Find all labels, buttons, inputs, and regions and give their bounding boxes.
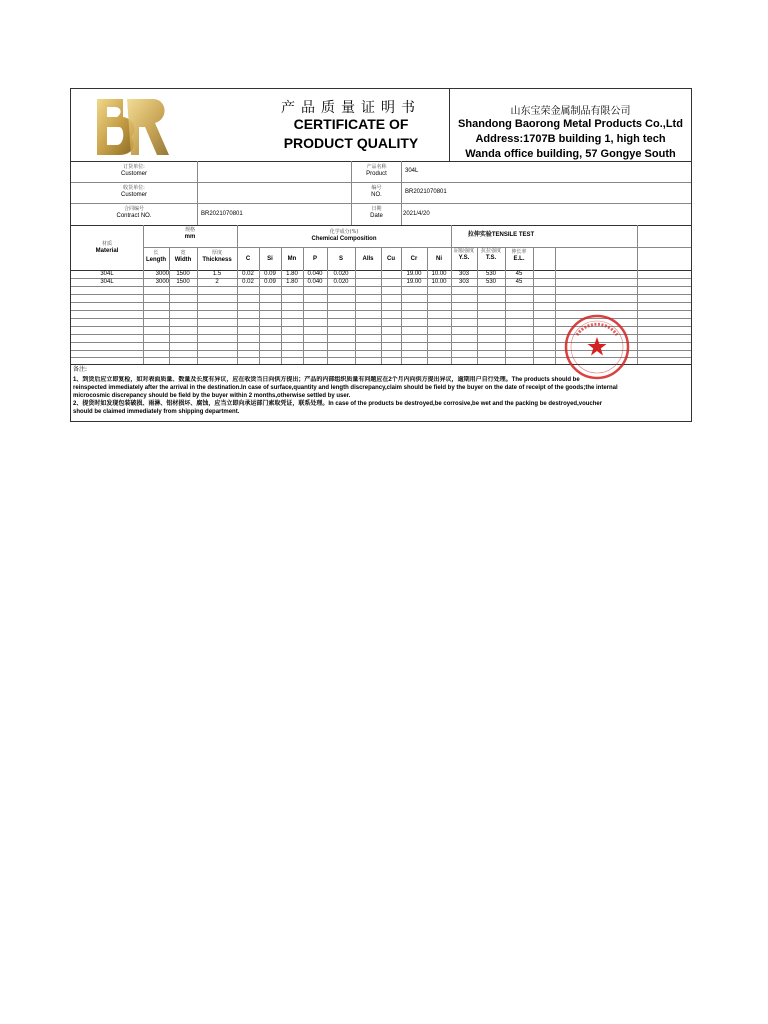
note-line-4: 2、提货时如发现包装破损、雨淋、铝材损坏、腐蚀，应当立即向承运部门索取凭证，联系处理。In case of the products be destroyed,be corrosive,be wet and the packing be destroyed,voucher bbox=[73, 401, 603, 407]
row-thickness: 2 bbox=[215, 279, 219, 285]
ts-header: T.S. bbox=[485, 255, 497, 261]
element-ni-header: Ni bbox=[436, 256, 442, 262]
row-width: 1500 bbox=[176, 279, 190, 285]
width-header-cn: 宽 bbox=[180, 250, 186, 256]
customer-label-cn: 订货单位: bbox=[123, 164, 145, 170]
row-cr: 19.00 bbox=[406, 279, 422, 285]
note-line-3: microcosmic discrepancy should be field by the buyer within 2 months,otherwise settled by user. bbox=[73, 393, 351, 399]
material-header-cn: 材质 bbox=[101, 241, 112, 247]
material-header: Material bbox=[95, 248, 119, 254]
row-p: 0.040 bbox=[307, 279, 323, 285]
ys-header: Y.S. bbox=[458, 255, 470, 261]
row-s: 0.020 bbox=[333, 279, 349, 285]
company-name-english: Shandong Baorong Metal Products Co.,Ltd bbox=[458, 118, 683, 130]
row-ys: 303 bbox=[458, 279, 469, 285]
chem-header-cn: 化学成分(%) bbox=[329, 229, 359, 235]
element-p-header: P bbox=[312, 256, 317, 262]
element-s-header: S bbox=[338, 256, 343, 262]
company-logo bbox=[93, 95, 173, 159]
consignee-label-cn: 收货单位: bbox=[123, 185, 145, 191]
note-line-5: should be claimed immediately from shipping department. bbox=[73, 409, 240, 415]
length-header: Length bbox=[146, 257, 166, 263]
title-english-line2: PRODUCT QUALITY bbox=[283, 135, 419, 151]
note-line-2: reinspected immediately after the arrival in the destination.In case of surface,quantity and length discrepancy,claim should be field by the buyer on the date of receipt of the goods;the internal bbox=[73, 385, 618, 391]
thickness-header-cn: 厚度 bbox=[211, 250, 222, 256]
row-si: 0.09 bbox=[264, 279, 276, 285]
row-thickness: 1.5 bbox=[212, 271, 222, 277]
row-ts: 530 bbox=[485, 279, 496, 285]
tensile-header: 拉伸实验TENSILE TEST bbox=[467, 232, 535, 238]
element-alls-header: Alls bbox=[362, 256, 374, 262]
date-value: 2021/4/20 bbox=[403, 211, 430, 217]
ys-header-cn: 屈服强度 bbox=[453, 248, 474, 254]
row-ni: 10.00 bbox=[431, 279, 447, 285]
row-cr: 19.00 bbox=[406, 271, 422, 277]
spec-header-cn: 规格 bbox=[184, 227, 195, 233]
product-value: 304L bbox=[405, 168, 419, 174]
customer-label: Customer bbox=[120, 171, 147, 177]
title-english-line1: CERTIFICATE OF bbox=[293, 116, 409, 132]
note-line-1: 1、到货后应立即复检，如对表面质量、数量及长度有异议，应在收货当日向供方提出；产品的内部组织质量有问题应在2个月内向供方提出异议，逾期用户自行处理。The products should be bbox=[73, 377, 580, 383]
date-label: Date bbox=[370, 213, 383, 219]
element-mn-header: Mn bbox=[287, 256, 297, 262]
row-width: 1500 bbox=[176, 271, 190, 277]
element-c-header: C bbox=[245, 256, 251, 262]
row-p: 0.040 bbox=[307, 271, 323, 277]
row-ni: 10.00 bbox=[431, 271, 447, 277]
element-cr-header: Cr bbox=[410, 256, 418, 262]
width-header: Width bbox=[174, 257, 192, 263]
title-chinese: 产品质量证明书 bbox=[281, 100, 421, 116]
row-si: 0.09 bbox=[264, 271, 276, 277]
thickness-header: Thickness bbox=[202, 257, 232, 263]
quality-certificate bbox=[70, 88, 692, 422]
row-length: 3000 bbox=[155, 279, 169, 285]
notes-label: 备注: bbox=[73, 366, 88, 373]
row-c: 0.02 bbox=[242, 271, 254, 277]
row-ts: 530 bbox=[485, 271, 496, 277]
row-mn: 1.80 bbox=[286, 279, 298, 285]
no-label-cn: 编号 bbox=[371, 185, 382, 191]
row-ys: 303 bbox=[458, 271, 469, 277]
contract-label-cn: 合同编号 bbox=[123, 206, 144, 212]
notes-block bbox=[73, 376, 689, 416]
el-header: E.L. bbox=[513, 256, 525, 262]
chem-header: Chemical Composition bbox=[311, 236, 377, 242]
no-label: NO. bbox=[371, 192, 382, 198]
element-si-header: Si bbox=[267, 256, 273, 262]
row-s: 0.020 bbox=[333, 271, 349, 277]
length-header-cn: 长 bbox=[153, 250, 159, 256]
company-address-line1: Address:1707B building 1, high tech bbox=[475, 133, 666, 145]
row-material: 304L bbox=[100, 279, 114, 285]
company-name-chinese: 山东宝荣金属制品有限公司 bbox=[510, 106, 631, 117]
company-address-line2: Wanda office building, 57 Gongye South bbox=[465, 148, 676, 160]
row-length: 3000 bbox=[155, 271, 169, 277]
product-label: Product bbox=[366, 171, 387, 177]
row-el: 45 bbox=[515, 279, 523, 285]
row-material: 304L bbox=[100, 271, 114, 277]
consignee-label: Customer bbox=[120, 192, 147, 198]
no-value: BR2021070801 bbox=[405, 189, 447, 195]
date-label-cn: 日期 bbox=[371, 206, 382, 212]
row-c: 0.02 bbox=[242, 279, 254, 285]
ts-header-cn: 抗拉强度 bbox=[480, 248, 501, 254]
company-block bbox=[450, 89, 691, 161]
product-label-cn: 产品名称 bbox=[366, 164, 387, 170]
company-seal bbox=[563, 313, 631, 381]
element-cu-header: Cu bbox=[387, 256, 395, 262]
contract-label: Contract NO. bbox=[116, 213, 152, 219]
row-el: 45 bbox=[515, 271, 523, 277]
row-mn: 1.80 bbox=[286, 271, 298, 277]
el-header-cn: 伸长率 bbox=[511, 249, 527, 255]
spec-unit: mm bbox=[184, 234, 196, 240]
contract-value: BR2021070801 bbox=[201, 211, 243, 217]
